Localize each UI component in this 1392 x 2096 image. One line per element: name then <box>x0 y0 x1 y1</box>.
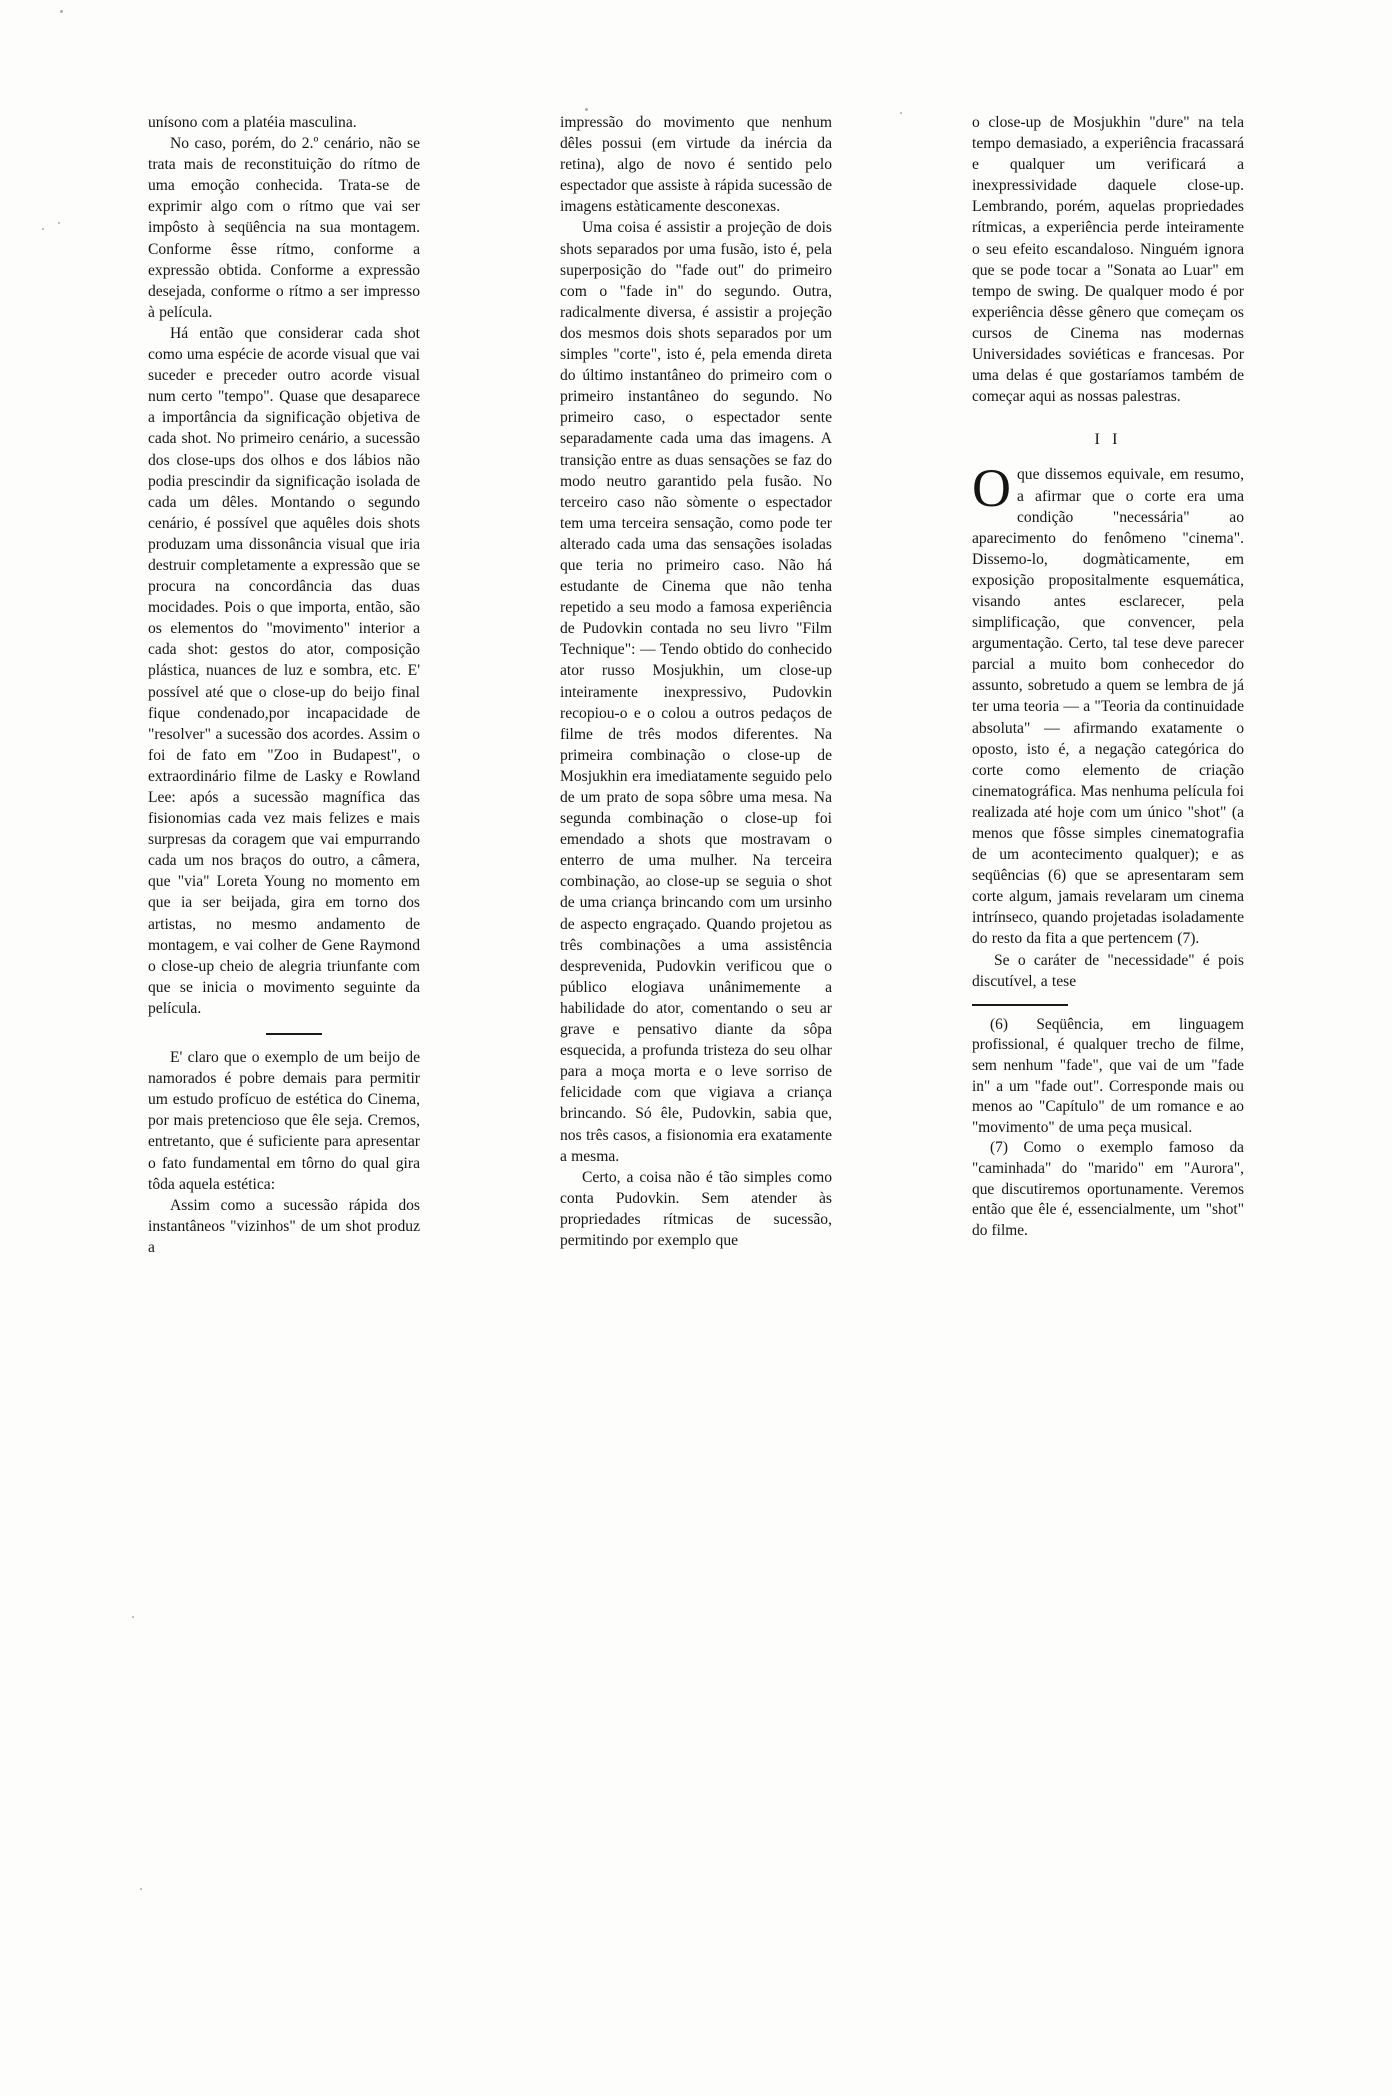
dropcap-paragraph <box>972 458 1245 949</box>
footnote-7: (7) Como o exemplo famoso da "caminhada" do "marido" em "Aurora", que discutiremos oportunamente. Veremos então que êle é, essencialmente, um "shot" do filme. <box>972 1139 1244 1239</box>
section-heading-ii: I I <box>1094 431 1122 449</box>
column-1 <box>148 112 420 1258</box>
scan-speckle <box>58 222 60 224</box>
paragraph: o close-up de Mosjukhin "dure" na tela tempo demasiado, a experiência fracassará e qualquer um verificará a inexpressividade daquele close-up. Lembrando, porém, aquelas propriedades rítmicas, a experiência perde inteiramente o seu efeito escandaloso. Ninguém ignora que se pode tocar a "Sonata ao Luar" em tempo de swing. De qualquer modo é por experiência dêsse gênero que começam os cursos de Cinema nas modernas Universidades soviéticas e francesas. Por uma delas é que gostaríamos também de começar aqui as nossas palestras. <box>972 114 1244 406</box>
paragraph: unísono com a platéia masculina. <box>148 114 357 131</box>
drop-cap-letter: O <box>972 458 1011 519</box>
column-3-body <box>972 112 1244 1241</box>
column-2-body <box>560 112 832 1251</box>
column-1-body <box>148 112 420 1258</box>
paragraph: Uma coisa é assistir a projeção de dois shots separados por uma fusão, isto é, pela superposição do "fade out" do primeiro com o "fade in" do segundo. Outra, radicalmente diversa, é assistir a projeção dos mesmos dois shots separados por um simples "corte", isto é, pela emenda direta do último instantâneo do primeiro com o primeiro instantâneo do segundo. No primeiro caso, o espectador sente separadamente cada uma das imagens. A transição entre as duas sensações se faz do modo neutro garantido pela fusão. No terceiro caso não sòmente o espectador tem uma terceira sensação, como pode ter alterado cada uma das sensações isoladas que teria no primeiro caso. Não há estudante de Cinema que não tenha repetido a seu modo a famosa experiência de Pudovkin contada no seu livro "Film Technique": — Tendo obtido do conhecido ator russo Mosjukhin, um close-up inteiramente inexpressivo, Pudovkin recopiou-o e o colou a outros pedaços de filme de três modos diferentes. Na primeira combinação o close-up de Mosjukhin era imediatamente seguido pelo de um prato de sopa sôbre uma mesa. Na segunda combinação o close-up foi emendado a shots que mostravam o enterro de uma mulher. Na terceira combinação, ao close-up se seguia o shot de uma criança brincando com um ursinho de aspecto engraçado. Quando projetou as três combinações a uma assistência desprevenida, Pudovkin verificou que o público elogiava unânimemente a habilidade do ator, comentando o seu ar grave e pensativo diante da sôpa esquecida, a profunda tristeza do seu olhar para a moça morta e o leve sorriso de felicidade com que vigiava a criança brincando. Só êle, Pudovkin, sabia que, nos três casos, a fisionomia era exatamente a mesma. <box>560 219 832 1165</box>
paragraph: No caso, porém, do 2.º cenário, não se trata mais de reconstituição do rítmo de uma emoção conhecida. Trata-se de exprimir algo com o rítmo que vai ser impôsto à seqüência na sua montagem. Conforme êsse rítmo, conforme a expressão obtida. Conforme a expressão desejada, conforme o rítmo a ser impresso à película. <box>148 135 420 321</box>
footnote-6: (6) Seqüência, em linguagem profissional, é qualquer trecho de filme, sem nenhum "fade", que vai de um "fade in" a um "fade out". Corresponde mais ou menos ao "Capítulo" de um romance e ao "movimento" de uma peça musical. <box>972 1015 1244 1136</box>
scan-speckle <box>132 1616 134 1618</box>
paragraph: Se o caráter de "necessidade" é pois discutível, a tese <box>972 951 1244 990</box>
paragraph: impressão do movimento que nenhum dêles possui (em virtude da inércia da retina), algo de novo é sentido pelo espectador que assiste à rápida sucessão de imagens estàticamente desconexas. <box>560 114 832 216</box>
column-3 <box>972 112 1244 1241</box>
paragraph: Há então que considerar cada shot como uma espécie de acorde visual que vai suceder e preceder outro acorde visual num certo "tempo". Quase que desaparece a importância da significação objetiva de cada shot. No primeiro cenário, a sucessão dos close-ups dos olhos e dos lábios não podia prescindir da significação isolada de cada um dêles. Montando o segundo cenário, é possível que aquêles dois shots produzam uma dissonância visual que iria destruir completamente a expressão que se procura na concordância das duas mocidades. Pois o que importa, então, são os elementos do "movimento" interior a cada shot: gestos do ator, composição plástica, nuances de luz e sombra, etc. E' possível até que o close-up do beijo final fique condenado,por incapacidade de "resolver" a sucessão dos acordes. Assim o foi de fato em "Zoo in Budapest", o extraordinário filme de Lasky e Rowland Lee: após a sucessão magnífica das fisionomias cada vez mais felizes e mais surpresas da coragem que vai empurrando cada um nos braços do outro, a câmera, que "via" Loreta Young no momento em que ia ser beijada, gira em torno dos artistas, no mesmo andamento de montagem, e vai colher de Gene Raymond o close-up cheio de alegria triunfante com que se inicia o movimento seguinte da película. <box>148 324 420 1017</box>
column-2 <box>560 112 832 1251</box>
text-columns <box>148 112 1244 2052</box>
paragraph: Assim como a sucessão rápida dos instantâneos "vizinhos" de um shot produz a <box>148 1196 420 1256</box>
scan-speckle <box>585 108 588 111</box>
scan-speckle <box>140 1888 142 1890</box>
dropcap-paragraph-text: que dissemos equivale, em resumo, a afirmar que o corte era uma condição "necessária" ao aparecimento do fenômeno "cinema". Dissemo-lo, dogmàticamente, em exposição propositalmente esquemática, visando antes esclarecer, pela simplificação, que convencer, pela argumentação. Certo, tal tese deve parecer parcial a muito bom conhecedor do assunto, sobretudo a quem se lembra de já ter uma teoria — a "Teoria da continuidade absoluta" — afirmando exatamente o oposto, isto é, a negação categórica do corte como elemento de criação cinematográfica. Mas nenhuma película foi realizada até hoje com um único "shot" (a menos que fôsse simples cinematografia de um acontecimento qualquer); e as seqüências (6) que se apresentaram sem corte algum, jamais revelaram um cinema intrínseco, quando projetadas isoladamente do resto da fita a que pertencem (7). <box>972 466 1245 948</box>
paragraph: E' claro que o exemplo de um beijo de namorados é pobre demais para permitir um estudo profícuo de estética do Cinema, por mais pretencioso que êle seja. Cremos, entretanto, que é suficiente para apresentar o fato fundamental em tôrno do qual gira tôda aquela estética: <box>148 1049 420 1193</box>
scan-speckle <box>60 10 63 13</box>
paragraph: Certo, a coisa não é tão simples como conta Pudovkin. Sem atender às propriedades rítmicas de sucessão, permitindo por exemplo que <box>560 1168 832 1249</box>
paragraph-separator-rule <box>266 1033 322 1035</box>
scan-speckle <box>42 228 44 230</box>
footnote-separator-rule <box>972 1004 1068 1006</box>
